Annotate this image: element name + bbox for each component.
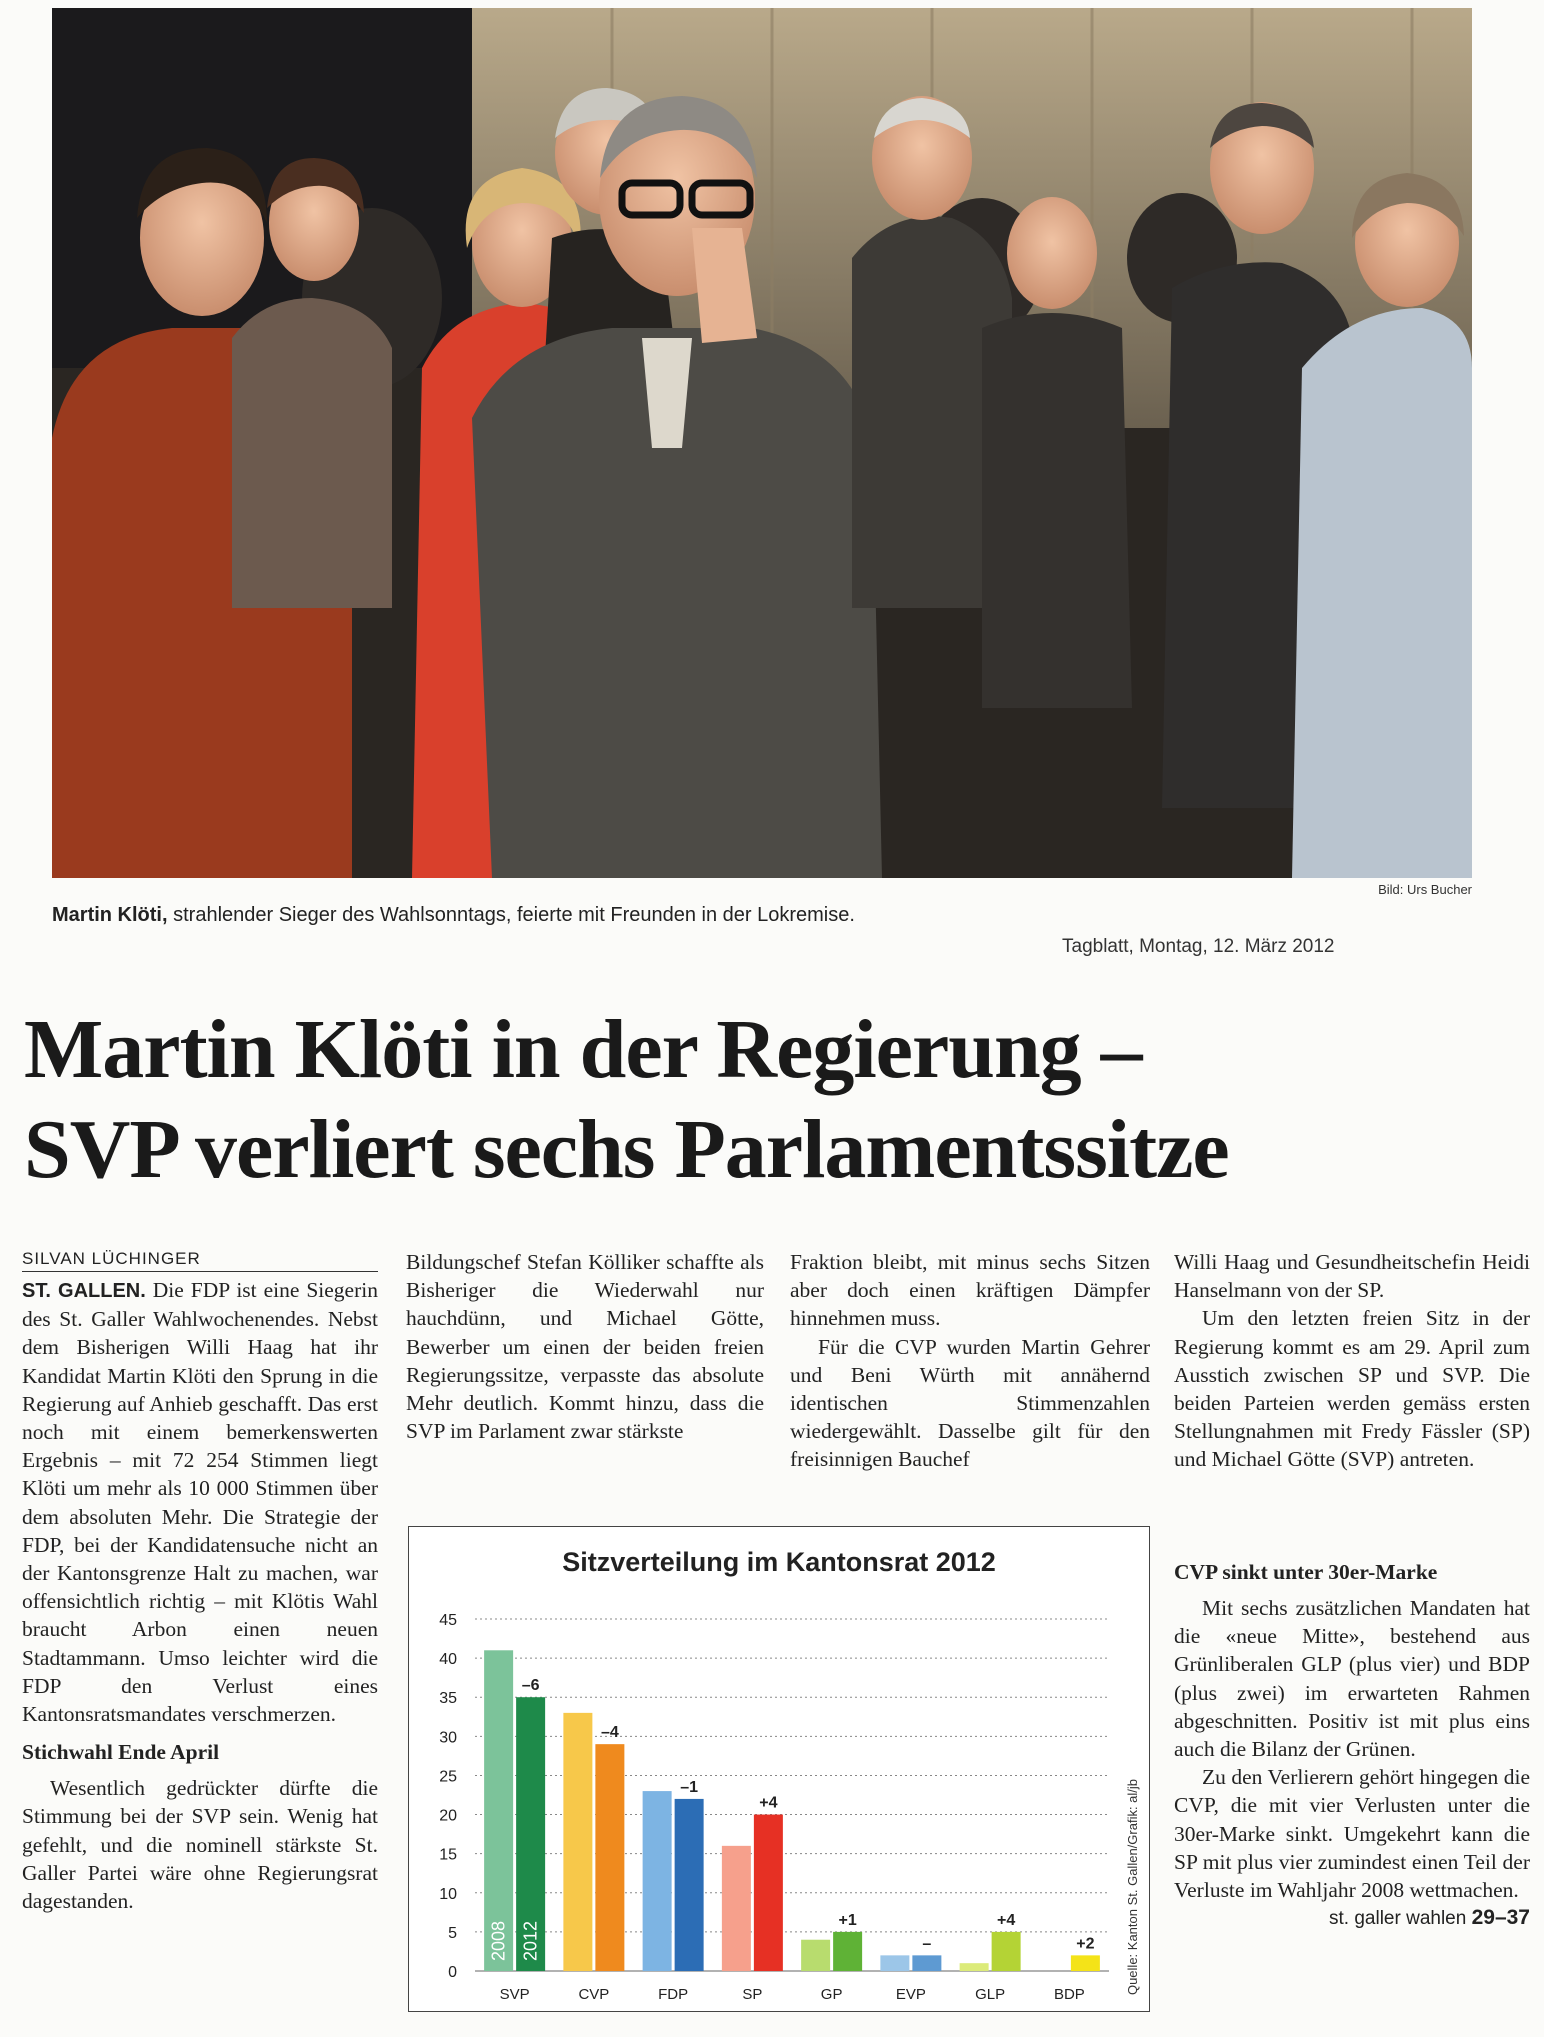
y-tick-label: 40 <box>439 1651 457 1669</box>
paragraph-1 <box>22 1276 378 1728</box>
y-tick-label: 30 <box>439 1729 457 1747</box>
paragraph-2: Wesentlich gedrückter dürfte die Stimmung bei der SVP sein. Wenig hat gefehlt, und die nominell stärkste St. Galler Partei wäre ohne Regierungsrat dagestanden. <box>22 1776 378 1914</box>
change-label-svp: –6 <box>521 1677 540 1695</box>
paragraph-8: Mit sechs zusätzlichen Mandaten hat die «neue Mitte», bestehend aus Grünliberalen GLP (plus vier) und BDP (plus zwei) im erwarteten Rahmen abgeschnitten. Positiv ist mit plus eins auch die Bilanz der Grünen. <box>1174 1596 1530 1762</box>
article-column-4 <box>1174 1248 1530 1474</box>
article-column-1 <box>22 1248 378 1915</box>
change-label-fdp: –1 <box>680 1778 699 1796</box>
headline-line-1: Martin Klöti in der Regierung – <box>24 1003 1142 1096</box>
bar-sp-2008 <box>722 1846 751 1971</box>
dateline: Tagblatt, Montag, 12. März 2012 <box>1062 936 1335 957</box>
chart-title: Sitzverteilung im Kantonsrat 2012 <box>562 1547 996 1577</box>
celebration-photo <box>52 8 1472 878</box>
x-tick-label: SP <box>742 1986 763 2003</box>
subhead-cvp: CVP sinkt unter 30er-Marke <box>1174 1560 1438 1584</box>
bar-bdp-2012 <box>1071 1955 1100 1971</box>
y-tick-label: 20 <box>439 1807 457 1825</box>
seat-distribution-chart <box>408 1526 1150 2012</box>
series-label-2012: 2012 <box>520 1920 541 1961</box>
change-label-evp: – <box>922 1935 932 1953</box>
y-tick-label: 35 <box>439 1690 457 1708</box>
subhead-stichwahl: Stichwahl Ende April <box>22 1740 220 1765</box>
headline-line-2: SVP verliert sechs Parlamentssitze <box>24 1103 1229 1196</box>
bar-evp-2012 <box>912 1955 941 1971</box>
x-tick-label: FDP <box>658 1986 689 2003</box>
paragraph-6: Willi Haag und Gesundheitschefin Heidi Hanselmann von der SP. <box>1174 1250 1530 1303</box>
bar-gp-2012 <box>833 1932 862 1971</box>
change-label-glp: +4 <box>997 1911 1016 1929</box>
change-label-gp: +1 <box>838 1911 857 1929</box>
y-tick-label: 45 <box>439 1612 457 1629</box>
photo-caption <box>52 904 1152 927</box>
bar-glp-2012 <box>992 1932 1021 1971</box>
bar-glp-2008 <box>960 1963 989 1971</box>
bar-cvp-2008 <box>563 1713 592 1971</box>
article-column-4-lower <box>1174 1558 1530 1933</box>
y-tick-label: 15 <box>439 1846 457 1864</box>
bar-fdp-2008 <box>643 1791 672 1971</box>
chart-svg <box>409 1527 1149 2011</box>
bar-gp-2008 <box>801 1940 830 1971</box>
chart-source: Quelle: Kanton St. Gallen/Grafik: al/jb <box>1125 1778 1140 1996</box>
series-reference <box>1174 1904 1530 1933</box>
y-tick-label: 25 <box>439 1768 457 1786</box>
paragraph-1-text: Die FDP ist eine Siegerin des St. Galler Wahlwochenendes. Nebst dem Bisherigen Willi Haag hat ihr Kandidat Martin Klöti den Sprung in die Regierung auf Anhieb geschafft. Das erst noch mit einem bemerkenswerten Ergebnis – mit 72 254 Stimmen liegt Klöti um mehr als 10 000 Stimmen über dem absoluten Mehr. Die Strategie der FDP, bei der Kandidatensuche nicht an der Kantonsgrenze Halt zu machen, war offensichtlich richtig – mit Klötis Wahl braucht Arbon einen neuen Stadtammann. Umso leichter wird die FDP den Verlust eines Kantonsratsmandates verschmerzen. <box>22 1278 378 1727</box>
paragraph-4: Fraktion bleibt, mit minus sechs Sitzen aber doch einen kräftigen Dämpfer hinnehmen muss. <box>790 1250 1150 1331</box>
bar-sp-2012 <box>754 1815 783 1971</box>
y-tick-label: 5 <box>448 1924 457 1942</box>
bar-fdp-2012 <box>675 1799 704 1971</box>
caption-text: strahlender Sieger des Wahlsonntags, feierte mit Freunden in der Lokremise. <box>167 904 855 926</box>
bar-evp-2008 <box>880 1955 909 1971</box>
x-tick-label: SVP <box>499 1986 530 2003</box>
paragraph-7: Um den letzten freien Sitz in der Regierung kommt es am 29. April zum Ausstich zwischen SP und SVP. Die beiden Parteien werden gemäss ersten Stellungnahmen mit Fredy Fässler (SP) und Michael Götte (SVP) antreten. <box>1174 1306 1530 1472</box>
series-ref-pages: 29–37 <box>1471 1906 1530 1930</box>
x-tick-label: EVP <box>895 1986 926 2003</box>
x-tick-label: GLP <box>975 1986 1006 2003</box>
change-label-cvp: –4 <box>600 1724 619 1742</box>
series-label-2008: 2008 <box>488 1920 509 1961</box>
x-tick-label: GP <box>820 1986 843 2003</box>
caption-name: Martin Klöti, <box>52 904 168 926</box>
y-tick-label: 0 <box>448 1964 457 1981</box>
paragraph-3: Bildungschef Stefan Kölliker schaffte als Bisheriger die Wiederwahl nur hauchdünn, und Michael Götte, Bewerber um einen der beiden freien Regierungssitze, verpasste das absolute Mehr deutlich. Kommt hinzu, dass die SVP im Parlament zwar stärkste <box>406 1250 764 1444</box>
y-tick-label: 10 <box>439 1885 457 1903</box>
article-column-3 <box>790 1248 1150 1474</box>
paragraph-9: Zu den Verlierern gehört hingegen die CVP, die mit vier Verlusten unter die 30er-Marke sinkt. Umgekehrt kann die SP mit plus vier zumindest einen Teil der Verluste im Wahljahr 2008 wettmachen. <box>1174 1765 1530 1903</box>
change-label-sp: +4 <box>759 1794 778 1812</box>
x-tick-label: BDP <box>1053 1986 1085 2003</box>
byline: SILVAN LÜCHINGER <box>22 1248 378 1272</box>
article-column-2 <box>406 1248 764 1445</box>
x-tick-label: CVP <box>578 1986 610 2003</box>
change-label-bdp: +2 <box>1076 1935 1095 1953</box>
location-label: ST. GALLEN. <box>22 1280 146 1302</box>
bar-cvp-2012 <box>595 1744 624 1971</box>
paragraph-5: Für die CVP wurden Martin Gehrer und Beni Würth mit annähernd identischen Stimmenzahlen wiedergewählt. Dasselbe gilt für den freisinnigen Bauchef <box>790 1334 1150 1472</box>
photo-credit: Bild: Urs Bucher <box>1378 882 1472 897</box>
headline <box>24 1000 1524 1200</box>
series-ref-text: st. galler wahlen <box>1329 1908 1472 1930</box>
